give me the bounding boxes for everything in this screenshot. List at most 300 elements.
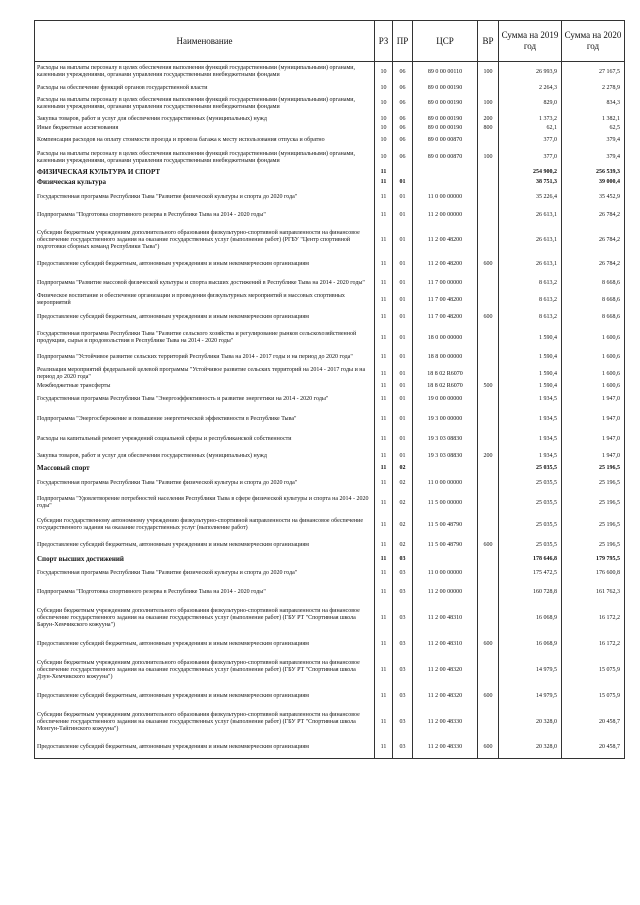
row-rz-cell: 11: [375, 582, 393, 603]
row-rz-cell: 11: [375, 225, 393, 256]
row-vr-cell: [478, 474, 499, 493]
row-pr-cell: 03: [393, 582, 413, 603]
table-row: [35, 603, 625, 634]
row-pr-cell: 01: [393, 391, 413, 409]
row-csr-cell: 19 3 00 00000: [413, 409, 478, 431]
row-sum-2019-cell: 160 728,8: [499, 582, 562, 603]
row-sum-2020-cell: 25 196,5: [562, 514, 625, 537]
row-vr-cell: [478, 655, 499, 686]
row-pr-cell: 01: [393, 382, 413, 391]
row-name-cell: Компенсация расходов на оплату стоимости проезда и провоза багажа к месту использования отпуска и обратно: [35, 133, 375, 148]
row-rz-cell: 11: [375, 207, 393, 225]
row-csr-cell: 11 2 00 00000: [413, 582, 478, 603]
table-header-row: [35, 21, 625, 62]
row-name-cell: Межбюджетные трансферты: [35, 382, 375, 391]
table-row: [35, 188, 625, 207]
row-sum-2020-cell: 16 172,2: [562, 603, 625, 634]
row-sum-2020-cell: 1 947,0: [562, 431, 625, 449]
row-vr-cell: 800: [478, 125, 499, 133]
row-sum-2019-cell: 8 613,2: [499, 274, 562, 293]
row-sum-2019-cell: 1 590,4: [499, 328, 562, 349]
row-sum-2020-cell: 379,4: [562, 148, 625, 168]
row-sum-2020-cell: 1 600,6: [562, 382, 625, 391]
row-name-cell: Подпрограмма "Подготовка спортивного резерва в Республике Тыва на 2014 - 2020 годы": [35, 582, 375, 603]
row-rz-cell: 11: [375, 738, 393, 759]
row-sum-2020-cell: 26 784,2: [562, 225, 625, 256]
row-pr-cell: 02: [393, 537, 413, 555]
row-name-cell: Спорт высших достижений: [35, 555, 375, 565]
row-sum-2019-cell: 1 934,5: [499, 409, 562, 431]
row-name-cell: Расходы на выплаты персоналу в целях обеспечения выполнения функций государственными (муниципальными) органами, казенными учреждениями, органами управления государственными внебюджетными фондами: [35, 62, 375, 83]
table-row: [35, 207, 625, 225]
row-vr-cell: 100: [478, 62, 499, 83]
row-pr-cell: 03: [393, 738, 413, 759]
row-sum-2020-cell: 20 458,7: [562, 707, 625, 738]
row-name-cell: Государственная программа Республики Тыва "Развитие физической культуры и спорта до 2020 года": [35, 565, 375, 582]
row-rz-cell: 11: [375, 655, 393, 686]
row-vr-cell: 600: [478, 738, 499, 759]
row-sum-2019-cell: 1 590,4: [499, 367, 562, 382]
row-sum-2019-cell: 8 613,2: [499, 308, 562, 328]
row-csr-cell: [413, 464, 478, 474]
row-vr-cell: [478, 188, 499, 207]
row-sum-2019-cell: 38 751,3: [499, 178, 562, 188]
row-vr-cell: [478, 83, 499, 94]
row-sum-2019-cell: 20 328,0: [499, 707, 562, 738]
row-sum-2020-cell: 25 196,5: [562, 493, 625, 514]
row-pr-cell: 01: [393, 274, 413, 293]
header-rz: РЗ: [375, 21, 393, 62]
table-row: [35, 274, 625, 293]
row-pr-cell: 01: [393, 328, 413, 349]
row-name-cell: Подпрограмма "Устойчивое развитие сельских территорий Республики Тыва на 2014 - 2017 годы и на период до 2020 года": [35, 349, 375, 367]
row-pr-cell: 01: [393, 207, 413, 225]
row-rz-cell: 11: [375, 565, 393, 582]
row-csr-cell: [413, 555, 478, 565]
table-row: [35, 493, 625, 514]
row-rz-cell: 11: [375, 367, 393, 382]
row-csr-cell: 19 3 03 08830: [413, 431, 478, 449]
row-rz-cell: 11: [375, 514, 393, 537]
row-pr-cell: 01: [393, 225, 413, 256]
row-sum-2020-cell: 15 075,9: [562, 686, 625, 707]
row-rz-cell: 11: [375, 555, 393, 565]
row-name-cell: Субсидии государственному автономному учреждению физкультурно-спортивной направленности на финансовое обеспечение государственного задания на оказание государственных услуг (выполнение работ): [35, 514, 375, 537]
row-pr-cell: 01: [393, 188, 413, 207]
row-name-cell: Массовый спорт: [35, 464, 375, 474]
row-sum-2020-cell: 25 196,5: [562, 537, 625, 555]
row-vr-cell: [478, 514, 499, 537]
row-sum-2019-cell: 26 613,1: [499, 256, 562, 274]
section-row: [35, 168, 625, 178]
row-pr-cell: 02: [393, 514, 413, 537]
row-csr-cell: [413, 168, 478, 178]
row-sum-2020-cell: 8 668,6: [562, 274, 625, 293]
row-name-cell: Государственная программа Республики Тыва "Развитие физической культуры и спорта до 2020 года": [35, 474, 375, 493]
row-vr-cell: 500: [478, 382, 499, 391]
row-pr-cell: 02: [393, 493, 413, 514]
row-vr-cell: [478, 367, 499, 382]
table-row: [35, 474, 625, 493]
table-row: [35, 565, 625, 582]
table-row: [35, 148, 625, 168]
section-row: [35, 178, 625, 188]
table-row: [35, 431, 625, 449]
row-csr-cell: 11 2 00 48200: [413, 225, 478, 256]
row-pr-cell: 06: [393, 148, 413, 168]
row-name-cell: Подпрограмма "Энергосбережение и повышение энергетической эффективности в Республике Тыва": [35, 409, 375, 431]
row-sum-2019-cell: 25 035,5: [499, 464, 562, 474]
row-name-cell: Иные бюджетные ассигнования: [35, 125, 375, 133]
table-row: [35, 738, 625, 759]
row-rz-cell: 11: [375, 431, 393, 449]
row-vr-cell: [478, 274, 499, 293]
row-csr-cell: 18 8 02 R6070: [413, 382, 478, 391]
row-vr-cell: 200: [478, 114, 499, 125]
row-vr-cell: [478, 565, 499, 582]
row-sum-2019-cell: 25 035,5: [499, 474, 562, 493]
row-csr-cell: 11 2 00 48330: [413, 738, 478, 759]
row-rz-cell: 11: [375, 256, 393, 274]
row-sum-2019-cell: 35 226,4: [499, 188, 562, 207]
row-pr-cell: 03: [393, 707, 413, 738]
row-vr-cell: [478, 178, 499, 188]
row-sum-2020-cell: 179 795,5: [562, 555, 625, 565]
row-vr-cell: [478, 349, 499, 367]
row-pr-cell: 01: [393, 349, 413, 367]
row-name-cell: Закупка товаров, работ и услуг для обеспечения государственных (муниципальных) нужд: [35, 114, 375, 125]
table-row: [35, 449, 625, 464]
row-name-cell: Закупка товаров, работ и услуг для обеспечения государственных (муниципальных) нужд: [35, 449, 375, 464]
row-sum-2019-cell: 26 613,1: [499, 225, 562, 256]
row-name-cell: Подпрограмма "Развитие массовой физической культуры и спорта высших достижений в Республике Тыва на 2014 - 2020 годы": [35, 274, 375, 293]
row-sum-2020-cell: 8 668,6: [562, 308, 625, 328]
row-pr-cell: 01: [393, 409, 413, 431]
row-csr-cell: 89 0 00 00190: [413, 114, 478, 125]
row-sum-2020-cell: 26 784,2: [562, 256, 625, 274]
row-csr-cell: 11 2 00 48310: [413, 634, 478, 655]
table-row: [35, 367, 625, 382]
row-pr-cell: 01: [393, 367, 413, 382]
row-vr-cell: 600: [478, 256, 499, 274]
row-sum-2019-cell: 25 035,5: [499, 493, 562, 514]
row-sum-2020-cell: 1 600,6: [562, 367, 625, 382]
table-row: [35, 349, 625, 367]
row-rz-cell: 10: [375, 125, 393, 133]
row-rz-cell: 10: [375, 83, 393, 94]
row-sum-2019-cell: 20 328,0: [499, 738, 562, 759]
row-pr-cell: 02: [393, 474, 413, 493]
row-name-cell: Расходы на капитальный ремонт учреждений социальной сферы и республиканской собственности: [35, 431, 375, 449]
row-csr-cell: 11 7 00 00000: [413, 274, 478, 293]
row-sum-2020-cell: 1 600,6: [562, 328, 625, 349]
row-vr-cell: [478, 225, 499, 256]
row-sum-2019-cell: 1 373,2: [499, 114, 562, 125]
row-vr-cell: 600: [478, 686, 499, 707]
row-rz-cell: 11: [375, 168, 393, 178]
row-rz-cell: 11: [375, 686, 393, 707]
table-row: [35, 514, 625, 537]
row-vr-cell: [478, 555, 499, 565]
row-csr-cell: 11 2 00 00000: [413, 207, 478, 225]
row-csr-cell: 89 0 00 00110: [413, 62, 478, 83]
row-rz-cell: 11: [375, 391, 393, 409]
row-sum-2019-cell: 25 035,5: [499, 514, 562, 537]
table-row: [35, 133, 625, 148]
row-pr-cell: 01: [393, 431, 413, 449]
row-sum-2019-cell: 1 590,4: [499, 349, 562, 367]
row-pr-cell: 06: [393, 62, 413, 83]
header-csr: ЦСР: [413, 21, 478, 62]
table-body: [35, 62, 625, 759]
row-csr-cell: 11 7 00 48200: [413, 308, 478, 328]
table-row: [35, 537, 625, 555]
row-csr-cell: 18 8 02 R6070: [413, 367, 478, 382]
table-row: [35, 256, 625, 274]
row-csr-cell: 11 5 00 48790: [413, 537, 478, 555]
row-vr-cell: 200: [478, 449, 499, 464]
row-pr-cell: 03: [393, 634, 413, 655]
budget-table-page: [34, 20, 624, 759]
row-sum-2019-cell: 1 590,4: [499, 382, 562, 391]
header-vr: ВР: [478, 21, 499, 62]
section-row: [35, 555, 625, 565]
row-sum-2020-cell: 25 196,5: [562, 464, 625, 474]
row-pr-cell: 01: [393, 256, 413, 274]
row-csr-cell: 11 7 00 48200: [413, 293, 478, 308]
row-pr-cell: 06: [393, 125, 413, 133]
row-name-cell: Субсидии бюджетным учреждениям дополнительного образования физкультурно-спортивной направленности на финансовое обеспечение государственного задания на оказание государственных услуг (выполнение работ) (РГБУ "Центр спортивной подготовки сборных команд Республики Тыва"): [35, 225, 375, 256]
row-csr-cell: 89 0 00 00190: [413, 83, 478, 94]
row-rz-cell: 11: [375, 474, 393, 493]
row-sum-2019-cell: 26 613,1: [499, 207, 562, 225]
row-sum-2019-cell: 16 068,9: [499, 634, 562, 655]
row-name-cell: Расходы на выплаты персоналу в целях обеспечения выполнения функций государственными (муниципальными) органами, казенными учреждениями, органами управления государственными внебюджетными фондами: [35, 94, 375, 114]
row-vr-cell: [478, 409, 499, 431]
row-pr-cell: 03: [393, 555, 413, 565]
row-rz-cell: 10: [375, 148, 393, 168]
row-csr-cell: 19 0 00 00000: [413, 391, 478, 409]
row-name-cell: Предоставление субсидий бюджетным, автономным учреждениям и иным некоммерческим организациям: [35, 686, 375, 707]
row-csr-cell: 11 2 00 48200: [413, 256, 478, 274]
row-rz-cell: 11: [375, 464, 393, 474]
table-row: [35, 225, 625, 256]
row-sum-2020-cell: 256 539,3: [562, 168, 625, 178]
row-name-cell: Государственная программа Республики Тыва "Развитие физической культуры и спорта до 2020 года": [35, 188, 375, 207]
row-pr-cell: 03: [393, 603, 413, 634]
row-rz-cell: 11: [375, 537, 393, 555]
row-rz-cell: 11: [375, 293, 393, 308]
row-sum-2019-cell: 254 900,2: [499, 168, 562, 178]
row-pr-cell: 01: [393, 178, 413, 188]
row-name-cell: Предоставление субсидий бюджетным, автономным учреждениям и иным некоммерческим организациям: [35, 738, 375, 759]
row-sum-2019-cell: 26 993,9: [499, 62, 562, 83]
header-sum-2020: Сумма на 2020 год: [562, 21, 625, 62]
row-sum-2019-cell: 2 264,3: [499, 83, 562, 94]
row-rz-cell: 11: [375, 188, 393, 207]
row-rz-cell: 11: [375, 409, 393, 431]
row-name-cell: Расходы на выплаты персоналу в целях обеспечения выполнения функций государственными (муниципальными) органами, казенными учреждениями, органами управления государственными внебюджетными фондами: [35, 148, 375, 168]
row-rz-cell: 10: [375, 94, 393, 114]
row-sum-2019-cell: 175 472,5: [499, 565, 562, 582]
row-name-cell: Государственная программа Республики Тыва "Развитие сельского хозяйства и регулирование рынков сельскохозяйственной продукции, сырья и продовольствия в Республике Тыва на 2014 - 2020 годы": [35, 328, 375, 349]
row-sum-2019-cell: 8 613,2: [499, 293, 562, 308]
row-name-cell: Физическое воспитание и обеспечение организации и проведения физкультурных мероприятий и массовых спортивных мероприятий: [35, 293, 375, 308]
row-csr-cell: 11 2 00 48320: [413, 686, 478, 707]
row-vr-cell: [478, 464, 499, 474]
row-sum-2019-cell: 377,0: [499, 133, 562, 148]
row-csr-cell: 89 0 00 00870: [413, 148, 478, 168]
row-csr-cell: 18 8 00 00000: [413, 349, 478, 367]
row-sum-2019-cell: 25 035,5: [499, 537, 562, 555]
row-csr-cell: 11 2 00 48330: [413, 707, 478, 738]
row-vr-cell: [478, 293, 499, 308]
row-name-cell: Предоставление субсидий бюджетным, автономным учреждениям и иным некоммерческим организациям: [35, 537, 375, 555]
row-pr-cell: 06: [393, 83, 413, 94]
row-sum-2020-cell: 2 278,9: [562, 83, 625, 94]
row-rz-cell: 11: [375, 349, 393, 367]
row-vr-cell: [478, 207, 499, 225]
table-row: [35, 391, 625, 409]
row-pr-cell: 06: [393, 94, 413, 114]
row-name-cell: Субсидии бюджетным учреждениям дополнительного образования физкультурно-спортивной направленности на финансовое обеспечение государственного задания на оказание государственных услуг (выполнение работ) (ГБУ РТ "Спортивная школа Дзун-Хемчикского кожууна"): [35, 655, 375, 686]
row-sum-2020-cell: 1 947,0: [562, 409, 625, 431]
row-rz-cell: 10: [375, 133, 393, 148]
table-row: [35, 634, 625, 655]
row-name-cell: Расходы на обеспечение функций органов государственной власти: [35, 83, 375, 94]
row-name-cell: Субсидии бюджетным учреждениям дополнительного образования физкультурно-спортивной направленности на финансовое обеспечение государственного задания на оказание государственных услуг (выполнение работ) (ГБУ РТ "Спортивная школа Барун-Хемчикского кожууна"): [35, 603, 375, 634]
row-csr-cell: 89 0 00 00870: [413, 133, 478, 148]
row-sum-2020-cell: 20 458,7: [562, 738, 625, 759]
table-row: [35, 409, 625, 431]
row-sum-2019-cell: 829,0: [499, 94, 562, 114]
row-sum-2020-cell: 26 784,2: [562, 207, 625, 225]
row-name-cell: Предоставление субсидий бюджетным, автономным учреждениям и иным некоммерческим организациям: [35, 308, 375, 328]
row-vr-cell: 100: [478, 94, 499, 114]
row-vr-cell: [478, 603, 499, 634]
row-name-cell: Предоставление субсидий бюджетным, автономным учреждениям и иным некоммерческим организациям: [35, 256, 375, 274]
row-sum-2019-cell: 62,1: [499, 125, 562, 133]
row-csr-cell: 89 0 00 00190: [413, 94, 478, 114]
row-name-cell: Предоставление субсидий бюджетным, автономным учреждениям и иным некоммерческим организациям: [35, 634, 375, 655]
row-sum-2020-cell: 161 762,3: [562, 582, 625, 603]
table-row: [35, 308, 625, 328]
row-sum-2020-cell: 15 075,9: [562, 655, 625, 686]
row-rz-cell: 11: [375, 382, 393, 391]
table-row: [35, 707, 625, 738]
row-vr-cell: 100: [478, 148, 499, 168]
budget-table: [34, 20, 625, 759]
row-csr-cell: 11 0 00 00000: [413, 474, 478, 493]
row-pr-cell: 06: [393, 133, 413, 148]
row-vr-cell: 600: [478, 537, 499, 555]
row-rz-cell: 11: [375, 634, 393, 655]
row-vr-cell: [478, 493, 499, 514]
row-csr-cell: 11 0 00 00000: [413, 188, 478, 207]
row-csr-cell: 18 0 00 00000: [413, 328, 478, 349]
row-rz-cell: 10: [375, 62, 393, 83]
row-rz-cell: 11: [375, 328, 393, 349]
row-csr-cell: 11 5 00 00000: [413, 493, 478, 514]
row-sum-2020-cell: 176 600,8: [562, 565, 625, 582]
row-name-cell: Субсидии бюджетным учреждениям дополнительного образования физкультурно-спортивной направленности на финансовое обеспечение государственного задания на оказание государственных услуг (выполнение работ) (ГБУ РТ "Спортивная школа Монгун-Тайгинского кожууна"): [35, 707, 375, 738]
row-rz-cell: 11: [375, 493, 393, 514]
header-name: Наименование: [35, 21, 375, 62]
row-pr-cell: 06: [393, 114, 413, 125]
row-vr-cell: [478, 391, 499, 409]
table-row: [35, 83, 625, 94]
row-rz-cell: 11: [375, 707, 393, 738]
row-sum-2019-cell: 1 934,5: [499, 391, 562, 409]
row-csr-cell: 89 0 00 00190: [413, 125, 478, 133]
row-pr-cell: 03: [393, 686, 413, 707]
row-name-cell: ФИЗИЧЕСКАЯ КУЛЬТУРА И СПОРТ: [35, 168, 375, 178]
row-vr-cell: [478, 168, 499, 178]
table-row: [35, 582, 625, 603]
row-sum-2020-cell: 1 600,6: [562, 349, 625, 367]
row-sum-2020-cell: 1 947,0: [562, 391, 625, 409]
row-rz-cell: 11: [375, 603, 393, 634]
header-sum-2019: Сумма на 2019 год: [499, 21, 562, 62]
row-csr-cell: 11 2 00 48320: [413, 655, 478, 686]
row-rz-cell: 11: [375, 178, 393, 188]
table-row: [35, 655, 625, 686]
row-sum-2020-cell: 1 947,0: [562, 449, 625, 464]
table-row: [35, 125, 625, 133]
row-csr-cell: 19 3 03 08830: [413, 449, 478, 464]
row-csr-cell: [413, 178, 478, 188]
row-vr-cell: [478, 582, 499, 603]
row-sum-2020-cell: 39 000,4: [562, 178, 625, 188]
row-rz-cell: 10: [375, 114, 393, 125]
row-sum-2019-cell: 1 934,5: [499, 431, 562, 449]
row-name-cell: Реализация мероприятий федеральной целевой программы "Устойчивое развитие сельских территорий на 2014 - 2017 годы и на период до 2020 года": [35, 367, 375, 382]
row-sum-2020-cell: 16 172,2: [562, 634, 625, 655]
section-row: [35, 464, 625, 474]
row-sum-2019-cell: 377,0: [499, 148, 562, 168]
header-pr: ПР: [393, 21, 413, 62]
table-row: [35, 114, 625, 125]
row-sum-2020-cell: 35 452,9: [562, 188, 625, 207]
row-vr-cell: 600: [478, 634, 499, 655]
table-row: [35, 382, 625, 391]
row-csr-cell: 11 2 00 48310: [413, 603, 478, 634]
row-vr-cell: [478, 328, 499, 349]
table-row: [35, 94, 625, 114]
row-pr-cell: 03: [393, 655, 413, 686]
row-sum-2020-cell: 1 382,1: [562, 114, 625, 125]
table-row: [35, 293, 625, 308]
table-row: [35, 328, 625, 349]
row-name-cell: Физическая культура: [35, 178, 375, 188]
row-sum-2019-cell: 14 979,5: [499, 686, 562, 707]
row-rz-cell: 11: [375, 449, 393, 464]
row-csr-cell: 11 5 00 48790: [413, 514, 478, 537]
row-name-cell: Подпрограмма "Удовлетворение потребностей населения Республики Тыва в сфере физической культуры и спорта на 2014 - 2020 годы": [35, 493, 375, 514]
row-sum-2020-cell: 8 668,6: [562, 293, 625, 308]
row-sum-2020-cell: 27 167,5: [562, 62, 625, 83]
row-sum-2019-cell: 16 068,9: [499, 603, 562, 634]
row-rz-cell: 11: [375, 308, 393, 328]
row-sum-2020-cell: 62,5: [562, 125, 625, 133]
row-sum-2019-cell: 178 646,8: [499, 555, 562, 565]
row-sum-2020-cell: 379,4: [562, 133, 625, 148]
row-sum-2019-cell: 14 979,5: [499, 655, 562, 686]
row-rz-cell: 11: [375, 274, 393, 293]
row-pr-cell: 01: [393, 293, 413, 308]
row-pr-cell: 01: [393, 308, 413, 328]
row-name-cell: Государственная программа Республики Тыва "Энергоэффективность и развитие энергетики на 2014 - 2020 годы": [35, 391, 375, 409]
